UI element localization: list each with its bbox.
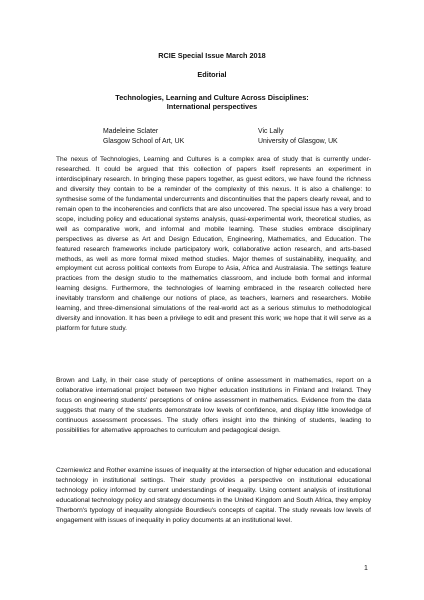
author-name: Madeleine Sclater <box>103 128 159 135</box>
section-label: Editorial <box>197 70 227 79</box>
author-affiliation: University of Glasgow, UK <box>258 138 338 145</box>
title-line-2: International perspectives <box>166 102 258 111</box>
title-line-1: Technologies, Learning and Culture Across Disciplines: <box>115 93 309 102</box>
body-paragraph-1: The nexus of Technologies, Learning and Cultures is a complex area of study that is currently under-researched. It could be argued that this collection of papers itself represents an experiment in interdisciplinary research. In bringing these papers together, as guest editors, we have found the richness and diversity they contain to be a reminder of the complexity of this nexus. It is also a challenge: to synthesise some of the fundamental undercurrents and discontinuities that the papers clearly reveal, and to remain open to the incoherencies and conflicts that are also uncovered. The special issue has a very broad scope, including policy and educational systems analysis, quasi-experimental work, theoretical studies, as well as comparative work, and informal and mobile learning. These studies embrace disciplinary perspectives as diverse as Art and Design Education, Engineering, Mathematics, and Education. The featured research frameworks include participatory work, collaborative action research, and arts-based methods, as well as more formal mixed method studies. Major themes of sustainability, inequality, and employment cut across political contexts from Europe to Asia, Africa and Australasia. The settings feature practices from the design studio to the mathematics classroom, and include both formal and informal learning designs. Furthermore, the technologies of learning embraced in the research collected here inevitably transform and challenge our notions of place, as teachers, learners and researchers. Mobile learning, and three-dimensional simulations of the real-world act as a serious stimulus to methodological diversity and innovation. It has been a privilege to edit and present this work; we hope that it will serve as a platform for future study. <box>56 156 371 333</box>
page-number: 1 <box>364 565 368 572</box>
author-name: Vic Lally <box>258 128 284 135</box>
author-block-2 <box>258 127 338 147</box>
body-paragraph-3: Czerniewicz and Rother examine issues of inequality at the intersection of higher education and educational technology in institutional settings. Their study provides a perspective on institutional educational technology policy informed by current understandings of inequality. Using content analysis of institutional educational technology policy and strategy documents in the United Kingdom and South Africa, they employ Therborn's typology of inequality alongside Bourdieu's concepts of capital. The study reveals low levels of engagement with issues of inequality in policy documents at an institutional level. <box>56 467 371 524</box>
article-title <box>0 93 424 111</box>
body-paragraph-2: Brown and Lally, in their case study of perceptions of online assessment in mathematics, report on a collaborative international project between two higher education institutions in Finland and Ireland. They focus on engineering students' perceptions of online assessment in mathematics. Evidence from the data suggests that many of the students demonstrate low levels of confidence, and display little knowledge of continuous assessment processes. The study offers insight into the thinking of students, leading to possibilities for alternative approaches to curriculum and pedagogical design. <box>56 377 371 434</box>
issue-label: RCIE Special Issue March 2018 <box>158 51 266 60</box>
author-affiliation: Glasgow School of Art, UK <box>103 138 185 145</box>
author-block-1 <box>103 127 184 147</box>
